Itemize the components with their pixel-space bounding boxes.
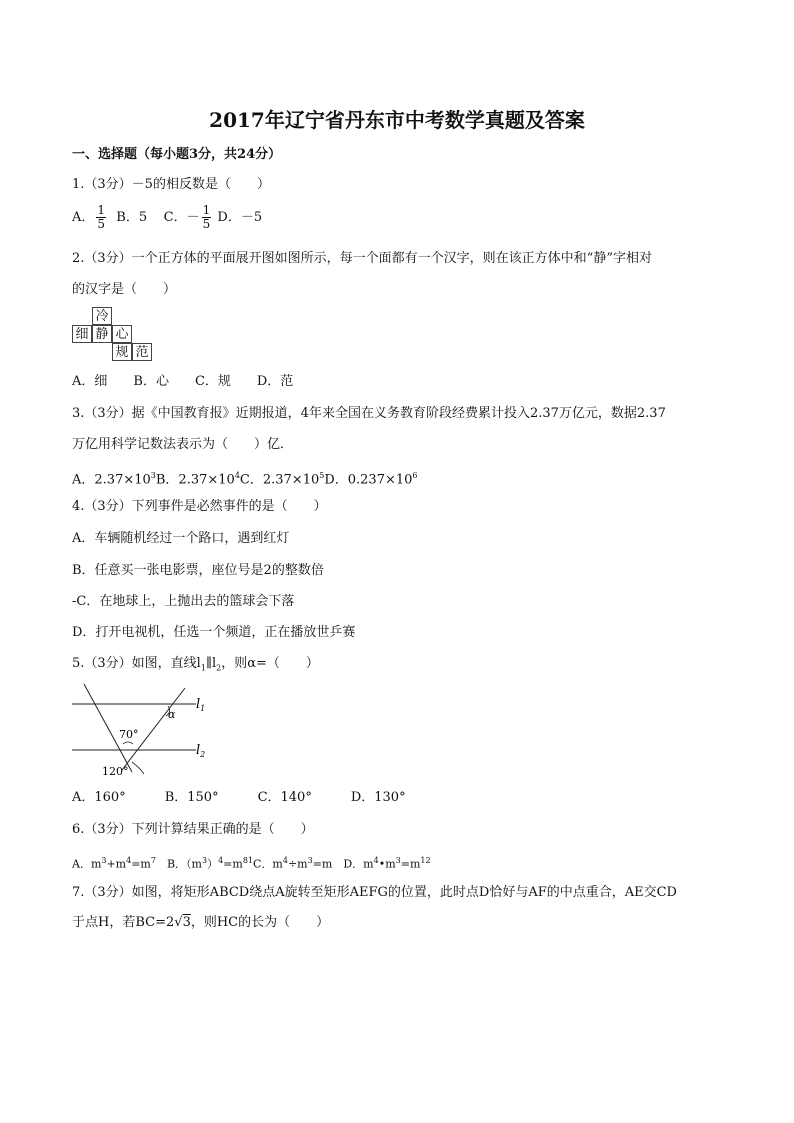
option-d: D．0.237×10 <box>324 472 413 488</box>
label-alpha: α <box>168 708 176 721</box>
option-text: =m <box>400 857 421 871</box>
question-2-options: A．细 B．心 C．规 D．范 <box>72 374 294 389</box>
numerator: 1 <box>202 203 211 217</box>
question-6-stem: 6.（3分）下列计算结果正确的是（ ） <box>72 822 314 837</box>
question-3-stem-line2: 万亿用科学记数法表示为（ ）亿． <box>72 437 294 452</box>
question-2-stem-line2: 的汉字是（ ） <box>72 282 177 297</box>
parallel-lines-figure <box>70 684 210 780</box>
net-cell: 静 <box>92 325 112 343</box>
option-b: B．2.37×10 <box>155 472 235 488</box>
option-a-label: A． <box>72 210 95 225</box>
question-1-options <box>72 204 262 232</box>
fraction <box>96 204 106 231</box>
exponent: 3 <box>201 856 208 865</box>
page-title: 2017年辽宁省丹东市中考数学真题及答案 <box>209 108 585 132</box>
subscript: 2 <box>216 663 222 673</box>
question-4-option-d: D．打开电视机，任选一个频道，正在播放世乒赛 <box>72 625 356 640</box>
exponent: 12 <box>420 856 431 865</box>
label-l2: $l_2$ <box>196 743 206 759</box>
question-7-stem-line1: 7.（3分）如图，将矩形ABCD绕点A旋转至矩形AEFG的位置，此时点D恰好与AF的中点重合，AE交CD <box>72 885 677 900</box>
denominator: 5 <box>202 217 211 231</box>
exponent: 7 <box>150 856 156 865</box>
fraction <box>202 204 212 231</box>
question-5-options: A．160° B．150° C．140° D．130° <box>72 790 406 805</box>
option-text: A．m <box>72 857 102 871</box>
exponent: 6 <box>412 471 418 480</box>
net-cell: 心 <box>112 325 132 343</box>
option-text: =m <box>223 857 243 871</box>
option-text: =m <box>131 857 151 871</box>
stem-part: 于点H，若BC= <box>72 915 166 930</box>
option-text: +m <box>106 857 127 871</box>
option-text: B．（m <box>155 857 202 871</box>
exponent: 3 <box>101 856 107 865</box>
question-5-stem <box>72 655 319 678</box>
option-text: ÷m <box>287 857 308 871</box>
question-4-option-a: A．车辆随机经过一个路口，遇到红灯 <box>72 531 290 546</box>
net-cell: 范 <box>132 343 152 361</box>
question-4-option-c: -C．在地球上，上抛出去的篮球会下落 <box>72 594 295 609</box>
exponent: 3 <box>307 856 313 865</box>
angle-arc <box>132 762 144 774</box>
stem-part: ∥l <box>205 656 217 671</box>
option-text: •m <box>378 857 396 871</box>
exponent: 4 <box>218 856 224 865</box>
exponent: 4 <box>282 856 288 865</box>
option-a: A．2.37×10 <box>72 472 151 488</box>
question-4-stem: 4.（3分）下列事件是必然事件的是（ ） <box>72 499 327 514</box>
question-7-stem-line2: 于点H，若BC=2√3，则HC的长为（ ） <box>72 915 330 930</box>
exponent: 4 <box>126 856 132 865</box>
net-cell: 细 <box>72 325 92 343</box>
option-b: B．5 <box>116 210 148 225</box>
subscript: 1 <box>200 663 206 673</box>
radicand: 3 <box>182 915 191 930</box>
option-text: ） <box>207 857 219 871</box>
option-c-label: C．－ <box>163 210 200 225</box>
net-cell: 冷 <box>92 307 112 325</box>
label-l1: $l_1$ <box>196 697 206 713</box>
question-6-options <box>72 852 431 874</box>
exponent: 81 <box>242 856 254 865</box>
stem-part: 5.（3分）如图，直线l <box>72 656 201 671</box>
question-4-option-b: B．任意买一张电影票，座位号是2的整数倍 <box>72 563 324 578</box>
exponent: 4 <box>373 856 379 865</box>
question-1-stem: 1.（3分）－5的相反数是（ ） <box>72 177 270 192</box>
exponent: 3 <box>150 471 156 480</box>
label-70-degrees: 70° <box>119 728 139 741</box>
section-heading: 一、选择题（每小题3分，共24分） <box>72 147 282 162</box>
stem-part: ，则α=（ ） <box>221 656 319 671</box>
option-d: D．－5 <box>217 210 263 225</box>
question-2-stem-line1: 2.（3分）一个正方体的平面展开图如图所示，每一个面都有一个汉字，则在该正方体中和“静”字相对 <box>72 251 652 266</box>
angle-arc <box>123 742 133 744</box>
exponent: 5 <box>319 471 325 480</box>
coefficient: 2 <box>165 915 175 930</box>
cube-net-figure <box>72 307 156 365</box>
label-120-degrees: 120° <box>102 765 129 778</box>
question-3-options <box>72 467 418 489</box>
option-text: C．m <box>253 857 283 871</box>
option-text: =m D．m <box>312 857 374 871</box>
exponent: 4 <box>234 471 240 480</box>
question-3-stem-line1: 3.（3分）据《中国教育报》近期报道，4年来全国在义务教育阶段经费累计投入2.37万亿元，数据2.37 <box>72 406 666 421</box>
option-c: C．2.37×10 <box>239 472 320 488</box>
denominator: 5 <box>97 217 106 231</box>
net-cell: 规 <box>112 343 132 361</box>
stem-part: ，则HC的长为（ ） <box>190 915 330 930</box>
numerator: 1 <box>97 203 106 217</box>
exponent: 3 <box>395 856 401 865</box>
